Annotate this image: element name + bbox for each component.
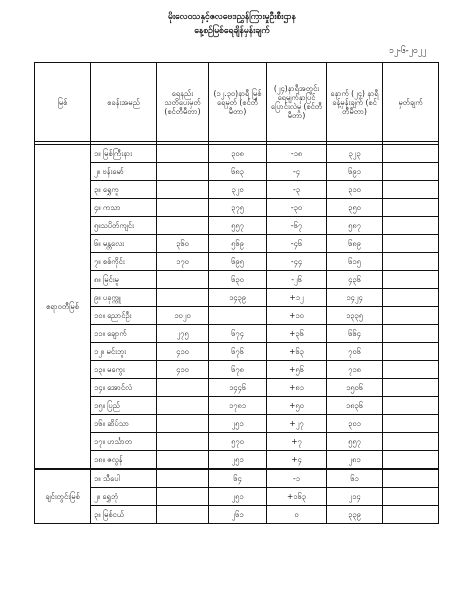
remark-cell [383,289,439,307]
table-row [35,415,439,433]
remark-cell [383,506,439,524]
col-low-warning: ရေနည်း သတိပေးမှတ် (စင်တီမီတာ) [157,63,209,142]
table-body [35,145,439,524]
report-date: ၁၂-၆-၂၀၂၂ [388,46,426,56]
report-title: နေ့စဉ်မြစ်ရေချိန်မှန်းချက် [194,26,270,36]
table-row [35,181,439,199]
table-row [35,235,439,253]
current-level-cell: ၃၀၈ [209,145,267,163]
forecast-cell: ၃၀၁ [327,415,383,433]
low-warning-cell [157,181,209,199]
low-warning-cell [157,397,209,415]
current-level-cell: ၆၄ [209,469,267,488]
change-cell: +၈၁ [267,379,327,397]
change-cell: -၂၆ [267,271,327,289]
forecast-cell: ၇၁၈ [327,361,383,379]
station-cell: ၁။ သီပေါ [91,469,157,488]
low-warning-cell [157,506,209,524]
current-level-cell: ၁၄၃၉ [209,289,267,307]
table-row [35,217,439,235]
current-level-cell: ၆၉၅ [209,253,267,271]
forecast-cell: ၇၀၆ [327,343,383,361]
remark-cell [383,163,439,181]
forecast-cell: ၆၈၉ [327,235,383,253]
remark-cell [383,415,439,433]
current-level-cell: ၃၇၅ [209,199,267,217]
station-cell: ၁၁။ ချောက် [91,325,157,343]
low-warning-cell [157,379,209,397]
table-row [35,253,439,271]
change-cell: +၆၃ [267,343,327,361]
current-level-cell: ၃၂၀ [209,181,267,199]
change-cell: +၇ [267,433,327,451]
station-cell: ၂။ ရွှေဘုံ [91,488,157,506]
forecast-cell: ၆၁၅ [327,253,383,271]
forecast-cell: ၄၃၆ [327,271,383,289]
remark-cell [383,379,439,397]
change-cell: -၄၄ [267,253,327,271]
station-cell: ၁၈။ ဇလွန် [91,451,157,470]
station-cell: ၃။ မြစ်ငယ် [91,506,157,524]
table-row [35,289,439,307]
remark-cell [383,343,439,361]
forecast-cell: ၆၆၄ [327,325,383,343]
change-cell: +၄ [267,451,327,470]
forecast-cell: ၁၄၂၄ [327,289,383,307]
remark-cell [383,271,439,289]
station-cell: ၅။သပိတ်ကျင်း [91,217,157,235]
low-warning-cell [157,433,209,451]
col-current-level: (၁၂.၃၀)နာရီ မြစ်ရေမှတ် (စင်တီမီတာ) [209,63,267,142]
station-cell: ၃။ ရွှေကူ [91,181,157,199]
low-warning-cell: ၁၇၀ [157,253,209,271]
change-cell: +၂၇ [267,415,327,433]
col-remark: မှတ်ချက် [383,63,439,142]
forecast-cell: ၂၁၄ [327,488,383,506]
current-level-cell: ၂၅၁ [209,451,267,470]
low-warning-cell: ၁၀၂၀ [157,307,209,325]
change-cell: -၄ [267,163,327,181]
current-level-cell: ၂၆၁ [209,506,267,524]
station-cell: ၉။ ပခုက္ကူ [91,289,157,307]
station-cell: ၄။ ကသာ [91,199,157,217]
remark-cell [383,235,439,253]
low-warning-cell [157,217,209,235]
remark-cell [383,433,439,451]
change-cell: +၁၆၃ [267,488,327,506]
low-warning-cell [157,488,209,506]
current-level-cell: ၅၆၉ [209,235,267,253]
current-level-cell: ၅၇၀ [209,433,267,451]
remark-cell [383,181,439,199]
forecast-cell: ၆၁ [327,469,383,488]
col-station: စခန်းအမည် [91,63,157,142]
col-forecast: နောက် (၂၄) နာရီ ခန့်မှန်းချက် (စင်တီမီတာ) [327,63,383,142]
station-cell: ၇။ စစ်ကိုင်း [91,253,157,271]
station-cell: ၁။ မြစ်ကြီးနား [91,145,157,163]
forecast-cell: ၃၁၀ [327,181,383,199]
current-level-cell [209,307,267,325]
table-row [35,307,439,325]
low-warning-cell: ၄၁၀ [157,361,209,379]
station-cell: ၁၄။ အောင်လံ [91,379,157,397]
current-level-cell: ၁၇၈၁ [209,397,267,415]
change-cell: -၁၈ [267,145,327,163]
station-cell: ၈။ မြင်းမူ [91,271,157,289]
remark-cell [383,253,439,271]
low-warning-cell [157,271,209,289]
change-cell: +၁၂ [267,289,327,307]
forecast-cell: ၃၂၃ [327,145,383,163]
remark-cell [383,488,439,506]
change-cell: +၅၀ [267,397,327,415]
remark-cell [383,217,439,235]
table-row [35,506,439,524]
current-level-cell: ၆၈၃ [209,163,267,181]
current-level-cell: ၁၄၄၆ [209,379,267,397]
remark-cell [383,397,439,415]
table-row [35,451,439,470]
change-cell: -၃၀ [267,199,327,217]
current-level-cell: ၂၅၁ [209,415,267,433]
table-row [35,271,439,289]
table-row [35,361,439,379]
change-cell: -၄၆ [267,235,327,253]
station-cell: ၁၂။ မင်းဘူး [91,343,157,361]
forecast-cell: ၂၈၁ [327,451,383,470]
station-cell: ၁၀။ ညောင်ဦး [91,307,157,325]
forecast-cell: ၅၅၇ [327,433,383,451]
change-cell: ၀ [267,506,327,524]
remark-cell [383,361,439,379]
change-cell: +၅၆ [267,361,327,379]
remark-cell [383,325,439,343]
change-cell: -၁ [267,469,327,488]
forecast-cell: ၁၃၃၅ [327,307,383,325]
change-cell: +၃၆ [267,325,327,343]
low-warning-cell [157,415,209,433]
water-level-table [34,62,439,524]
remark-cell [383,307,439,325]
river-name-cell: ချင်းတွင်းမြစ် [35,469,91,524]
low-warning-cell [157,289,209,307]
remark-cell [383,145,439,163]
forecast-cell: ၅၈၇ [327,217,383,235]
col-change: (၂၄)နာရီအတွင်း ရေမျက်နှာပြင် ပြောင်းလဲမှု (စင်တီမီတာ) [267,63,327,142]
station-cell: ၁၆။ ဆိပ်သာ [91,415,157,433]
remark-cell [383,199,439,217]
current-level-cell: ၆၇၄ [209,325,267,343]
forecast-cell: ၆၉၁ [327,163,383,181]
current-level-cell: ၅၅၇ [209,217,267,235]
station-cell: ၁၇။ ဟင်္သာတ [91,433,157,451]
table-header-row [35,63,439,142]
low-warning-cell: ၂၇၅ [157,325,209,343]
table-row [35,163,439,181]
change-cell: -၃ [267,181,327,199]
river-name-cell: ဧရာဝတီမြစ် [35,145,91,470]
table-row [35,469,439,488]
table-row [35,488,439,506]
forecast-cell: ၃၅၀ [327,199,383,217]
current-level-cell: ၆၇၈ [209,361,267,379]
station-cell: ၁၃။ မကွေး [91,361,157,379]
table-row [35,325,439,343]
table-row [35,343,439,361]
low-warning-cell: ၄၁၀ [157,343,209,361]
table-row [35,379,439,397]
station-cell: ၆။ မန္တလေး [91,235,157,253]
forecast-cell: ၁၅၀၆ [327,379,383,397]
station-cell: ၂။ ဗန်းမော် [91,163,157,181]
table-row [35,145,439,163]
col-river: မြစ် [35,63,91,142]
change-cell: -၆၇ [267,217,327,235]
remark-cell [383,451,439,470]
current-level-cell: ၂၅၁ [209,488,267,506]
table-row [35,433,439,451]
current-level-cell: ၆၃၀ [209,271,267,289]
remark-cell [383,469,439,488]
agency-title: မိုးလေဝသနှင့်ဇလဗေဒညွှန်ကြားမှုဦးစီးဌာန [168,12,296,22]
low-warning-cell [157,199,209,217]
current-level-cell: ၆၇၆ [209,343,267,361]
low-warning-cell [157,163,209,181]
low-warning-cell: ၃၆၀ [157,235,209,253]
station-cell: ၁၅။ ပြည် [91,397,157,415]
low-warning-cell [157,145,209,163]
table-row [35,397,439,415]
forecast-cell: ၁၈၃၆ [327,397,383,415]
low-warning-cell [157,451,209,470]
forecast-cell: ၃၃၉ [327,506,383,524]
table-row [35,199,439,217]
low-warning-cell [157,469,209,488]
change-cell: +၁၀ [267,307,327,325]
